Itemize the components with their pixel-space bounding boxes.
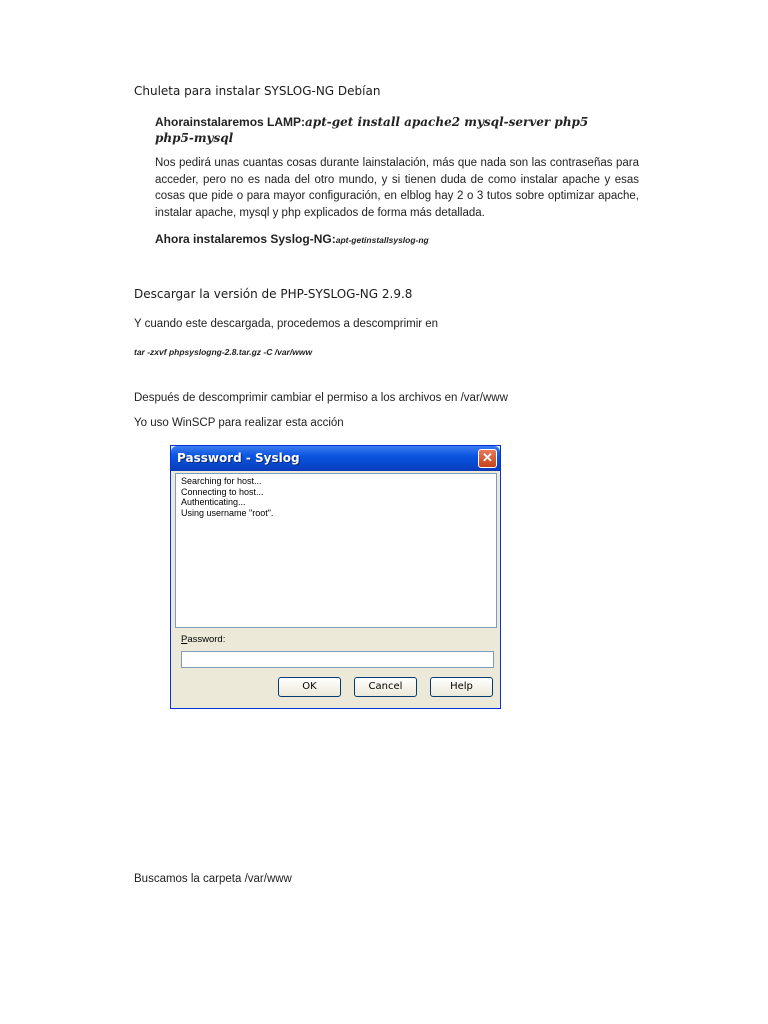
download-heading: Descargar la versión de PHP-SYSLOG-NG 2.9.8 [134, 287, 413, 301]
password-label-text: assword: [187, 634, 226, 645]
syslog-instruction [155, 232, 429, 246]
cancel-button[interactable]: Cancel [354, 677, 417, 697]
password-label-accesskey: P [181, 634, 188, 645]
tar-command: tar -zxvf phpsyslogng-2.8.tar.gz -C /var/www [134, 347, 313, 357]
password-dialog [170, 445, 501, 709]
ok-button[interactable]: OK [278, 677, 341, 697]
password-field[interactable] [181, 651, 494, 668]
help-button[interactable]: Help [430, 677, 493, 697]
document-title: Chuleta para instalar SYSLOG-NG Debían [134, 84, 381, 98]
log-output [175, 473, 497, 628]
log-line: Authenticating... [181, 497, 246, 507]
log-line: Using username "root". [181, 507, 274, 518]
syslog-label: Ahora instalaremos Syslog-NG: [155, 232, 336, 246]
dialog-title: Password - Syslog [177, 451, 300, 465]
permissions-text: Después de descomprimir cambiar el permiso a los archivos en /var/www [134, 392, 508, 404]
dialog-titlebar[interactable] [171, 446, 500, 471]
password-label [181, 634, 225, 645]
lamp-command: apt-get install apache2 mysql-server php5 php5-mysql [155, 115, 589, 145]
lamp-label: Ahorainstalaremos LAMP: [155, 115, 306, 129]
lamp-instruction [155, 114, 625, 146]
close-icon[interactable]: ✕ [478, 449, 497, 468]
log-line: Connecting to host... [181, 486, 264, 497]
search-folder-text: Buscamos la carpeta /var/www [134, 873, 292, 885]
winscp-text: Yo uso WinSCP para realizar esta acción [134, 417, 344, 429]
log-line: Searching for host... [181, 476, 262, 486]
install-paragraph: Nos pedirá unas cuantas cosas durante lainstalación, más que nada son las contraseñas para acceder, pero no es nada del otro mundo, y si tienen duda de como instalar apache y esas cosas que pide o para mayor configuración, en elblog hay 2 o 3 tutos sobre optimizar apache, instalar apache, mysql y php explicados de forma más detallada. [155, 157, 639, 219]
decompress-text: Y cuando este descargada, procedemos a descomprimir en [134, 318, 439, 330]
syslog-command: apt-getinstallsyslog-ng [335, 235, 429, 245]
